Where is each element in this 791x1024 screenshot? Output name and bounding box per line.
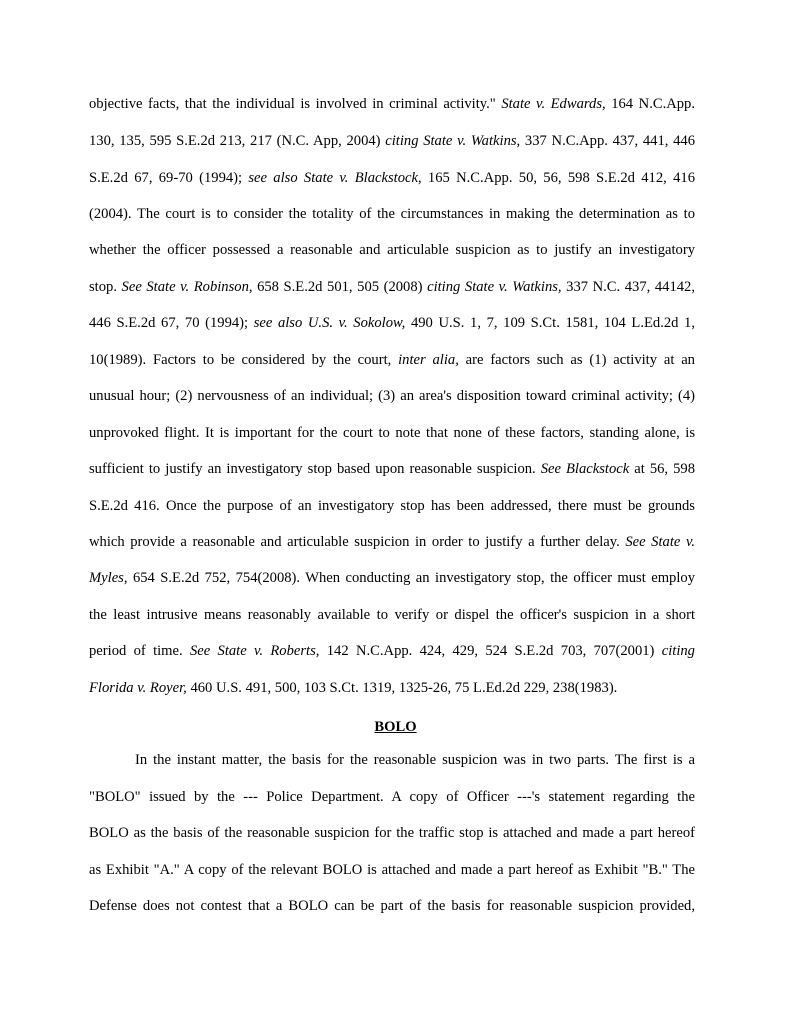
paragraph-line: Defense does not contest that a BOLO can be part of the basis for reasonable suspicion provided, bbox=[89, 898, 695, 914]
paragraph-line: "BOLO" issued by the --- Police Department. A copy of Officer ---'s statement regarding the bbox=[89, 789, 695, 805]
paragraph-line: S.E.2d 416. Once the purpose of an investigatory stop has been addressed, there must be grounds bbox=[89, 498, 695, 514]
paragraph-line: 130, 135, 595 S.E.2d 213, 217 (N.C. App, 2004) citing State v. Watkins, 337 N.C.App. 437, 441, 446 bbox=[89, 133, 696, 149]
paragraph-line: 10(1989). Factors to be considered by the court, inter alia, are factors such as (1) activity at an bbox=[89, 352, 695, 368]
paragraph-line: Myles, 654 S.E.2d 752, 754(2008). When conducting an investigatory stop, the officer must employ bbox=[89, 570, 695, 586]
paragraph-line: period of time. See State v. Roberts, 142 N.C.App. 424, 429, 524 S.E.2d 703, 707(2001) citing bbox=[89, 643, 695, 659]
paragraph-line: BOLO as the basis of the reasonable suspicion for the traffic stop is attached and made a part hereof bbox=[89, 825, 695, 841]
section-heading: BOLO bbox=[374, 719, 417, 735]
paragraph-line: as Exhibit "A." A copy of the relevant BOLO is attached and made a part hereof as Exhibit "B." The bbox=[89, 862, 695, 878]
paragraph-line: In the instant matter, the basis for the reasonable suspicion was in two parts. The first is a bbox=[135, 752, 695, 768]
paragraph-line: stop. See State v. Robinson, 658 S.E.2d 501, 505 (2008) citing State v. Watkins, 337 N.C. 437, 44142, bbox=[89, 279, 696, 295]
paragraph-line: 446 S.E.2d 67, 70 (1994); see also U.S. v. Sokolow, 490 U.S. 1, 7, 109 S.Ct. 1581, 104 L.Ed.2d 1, bbox=[89, 315, 696, 331]
paragraph-line: whether the officer possessed a reasonable and articulable suspicion as to justify an investigatory bbox=[89, 242, 695, 258]
paragraph-line: sufficient to justify an investigatory stop based upon reasonable suspicion. See Blackstock at 56, 598 bbox=[89, 461, 695, 477]
paragraph-line: S.E.2d 67, 69-70 (1994); see also State v. Blackstock, 165 N.C.App. 50, 56, 598 S.E.2d 412, 416 bbox=[89, 170, 695, 186]
paragraph-line: Florida v. Royer, 460 U.S. 491, 500, 103 S.Ct. 1319, 1325-26, 75 L.Ed.2d 229, 238(1983). bbox=[89, 680, 618, 696]
paragraph-line: unusual hour; (2) nervousness of an individual; (3) an area's disposition toward criminal activity; (4) bbox=[89, 388, 695, 404]
paragraph-line: which provide a reasonable and articulable suspicion in order to justify a further delay. See State v. bbox=[89, 534, 695, 550]
paragraph-line: (2004). The court is to consider the totality of the circumstances in making the determination as to bbox=[89, 206, 695, 222]
paragraph-line: the least intrusive means reasonably available to verify or dispel the officer's suspicion in a short bbox=[89, 607, 695, 623]
paragraph-line: unprovoked flight. It is important for the court to note that none of these factors, standing alone, is bbox=[89, 425, 695, 441]
paragraph-line: objective facts, that the individual is involved in criminal activity." State v. Edwards, 164 N.C.App. bbox=[89, 96, 696, 112]
